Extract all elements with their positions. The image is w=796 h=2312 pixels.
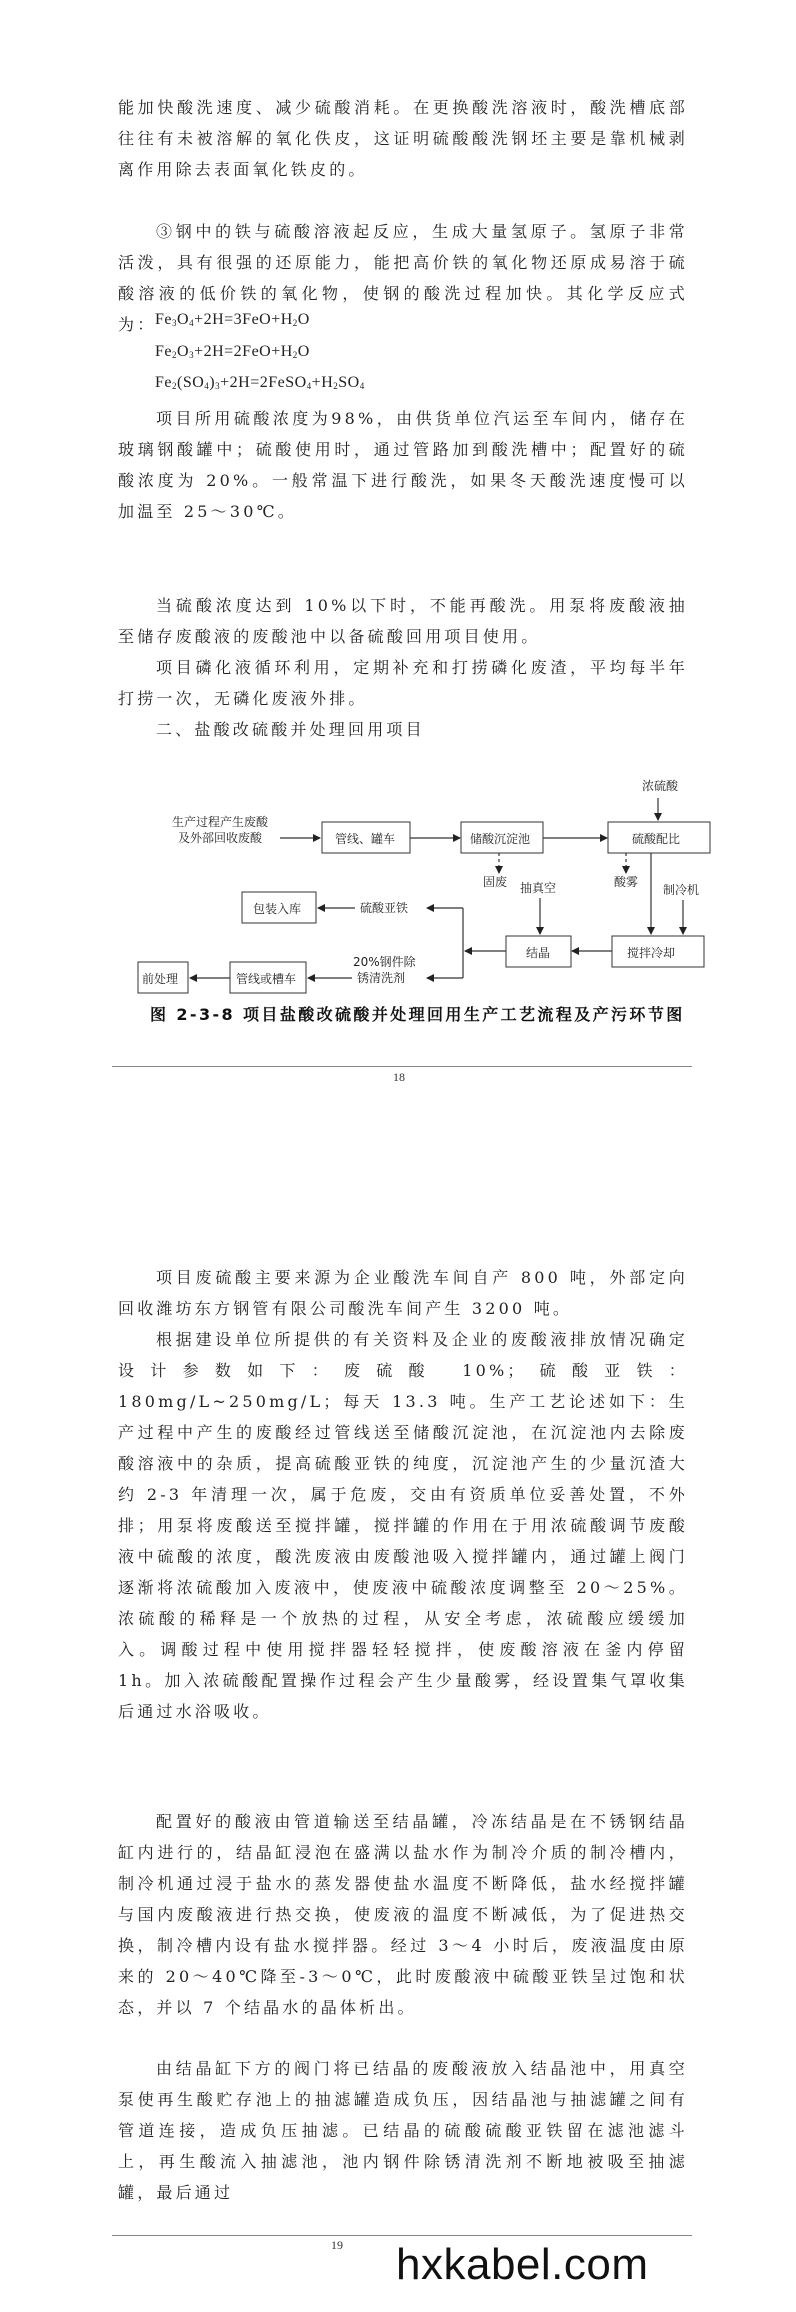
formula-text: ) <box>209 374 216 391</box>
product-cleaner-1: 20%钢件除 <box>353 955 416 969</box>
formula-text: (SO <box>177 374 205 391</box>
paragraph: 能加快酸洗速度、减少硫酸消耗。在更换酸洗溶液时，酸洗槽底部往往有未被溶解的氧化佚皮，这证明硫酸酸洗钢坯主要是靠机械剥离作用除去表面氧化铁皮的。 <box>118 98 688 179</box>
box-label: 管线或槽车 <box>236 972 297 986</box>
formula-text: Fe <box>155 374 172 391</box>
product-cleaner-2: 锈清洗剂 <box>357 971 406 985</box>
formula-2 <box>155 343 310 361</box>
formula-subscript: 3 <box>215 381 221 391</box>
formula-text: +2H=3FeO+H <box>194 311 293 328</box>
input-vacuum: 抽真空 <box>520 881 557 895</box>
process-flow-diagram <box>0 770 796 1000</box>
paragraph: ③钢中的铁与硫酸溶液起反应，生成大量氢原子。氢原子非常活泼，具有很强的还原能力，能把高价铁的氧化物还原成易溶于硫酸溶液的低价铁的氧化物，使钢的酸洗过程加快。其化学反应式为： <box>118 222 688 334</box>
formula-text: O <box>177 311 190 328</box>
watermark-text: hxkabel.com <box>396 2240 649 2289</box>
formula-subscript: 2 <box>292 350 298 360</box>
output-solid-waste: 固废 <box>483 875 508 889</box>
formula-text: +2H=2FeO+H <box>194 343 293 360</box>
box-label: 结晶 <box>526 946 551 960</box>
box-label: 前处理 <box>142 972 179 986</box>
formula-subscript: 4 <box>359 381 365 391</box>
box-label: 包装入库 <box>253 902 302 916</box>
formula-subscript: 4 <box>204 381 210 391</box>
formula-text: +2H=2FeSO <box>220 374 307 391</box>
formula-subscript: 4 <box>189 318 195 328</box>
paragraph: 项目磷化液循环利用，定期补充和打捞磷化废渣，平均每半年打捞一次，无磷化废液外排。 <box>118 658 688 708</box>
input-refrigerator: 制冷机 <box>663 883 700 897</box>
formula-text: O <box>297 343 310 360</box>
source-label-2: 及外部回收废酸 <box>178 831 263 845</box>
box-label: 储酸沉淀池 <box>470 832 531 846</box>
formula-subscript: 2 <box>292 318 298 328</box>
figure-caption: 图 2-3-8 项目盐酸改硫酸并处理回用生产工艺流程及产污环节图 <box>150 1005 685 1024</box>
paragraph: 配置好的酸液由管道输送至结晶罐，冷冻结晶是在不锈钢结晶缸内进行的，结晶缸浸泡在盛满以盐水作为制冷介质的制冷槽内，制冷机通过浸于盐水的蒸发器使盐水温度不断降低，盐水经搅拌罐与国内废酸液进行热交换，使废液的温度不断减低，为了促进热交换，制冷槽内设有盐水搅拌器。经过 3～4 小时后，废液温度由原来的 20～40℃降至-3～0℃，此时废酸液中硫酸亚铁呈过饱和状态，并以 7 个结晶水的晶体析出。 <box>118 1812 688 2017</box>
formula-subscript: 3 <box>172 318 177 328</box>
formula-text: SO <box>338 374 360 391</box>
section-heading: 二、盐酸改硫酸并处理回用项目 <box>156 720 425 739</box>
source-label-1: 生产过程产生废酸 <box>172 815 269 829</box>
formula-3 <box>155 374 365 392</box>
paragraph: 根据建设单位所提供的有关资料及企业的废酸液排放情况确定设计参数如下：废硫酸 10%；硫酸亚铁：180mg/L~250mg/L；每天 13.3 吨。生产工艺论述如下：生产过程中产生的废酸经过管线送至储酸沉淀池，在沉淀池内去除废酸溶液中的杂质，提高硫酸亚铁的纯度，沉淀池产生的少量沉渣大约 2-3 年清理一次，属于危废，交由有资质单位妥善处置，不外排；用泵将废酸送至搅拌罐，搅拌罐的作用在于用浓硫酸调节废酸液中硫酸的浓度，酸洗废液由废酸池吸入搅拌罐内，通过罐上阀门逐渐将浓硫酸加入废液中，使废液中硫酸浓度调整至 20～25%。浓硫酸的稀释是一个放热的过程，从安全考虑，浓硫酸应缓缓加入。调酸过程中使用搅拌器轻轻搅拌，使废酸溶液在釜内停留 1h。加入浓硫酸配置操作过程会产生少量酸雾，经设置集气罩收集后通过水浴吸收。 <box>118 1330 688 1721</box>
page-number: 18 <box>393 1070 405 1084</box>
formula-text: +H <box>311 374 334 391</box>
footer-divider <box>112 1066 692 1067</box>
formula-subscript: 3 <box>189 350 195 360</box>
formula-1 <box>155 311 310 329</box>
formula-subscript: 2 <box>172 381 177 391</box>
paragraph: 项目所用硫酸浓度为98%，由供货单位汽运至车间内，储存在玻璃钢酸罐中；硫酸使用时，通过管路加到酸洗槽中；配置好的硫酸浓度为 20%。一般常温下进行酸洗，如果冬天酸洗速度慢可以加温至 25～30℃。 <box>118 409 688 521</box>
input-conc-acid: 浓硫酸 <box>642 779 679 793</box>
formula-text: Fe <box>155 311 172 328</box>
footer-divider <box>112 2235 692 2236</box>
paragraph: 当硫酸浓度达到 10%以下时，不能再酸洗。用泵将废酸液抽至储存废酸液的废酸池中以备硫酸回用项目使用。 <box>118 596 688 646</box>
formula-text: O <box>177 343 190 360</box>
formula-subscript: 2 <box>333 381 339 391</box>
output-acid-mist: 酸雾 <box>614 875 639 889</box>
formula-subscript: 4 <box>306 381 312 391</box>
paragraph: 项目废硫酸主要来源为企业酸洗车间自产 800 吨，外部定向回收潍坊东方钢管有限公司酸洗车间产生 3200 吨。 <box>118 1268 688 1318</box>
formula-text: O <box>297 311 310 328</box>
formula-text: Fe <box>155 343 172 360</box>
box-label: 搅拌冷却 <box>627 946 676 960</box>
box-label: 硫酸配比 <box>632 832 681 846</box>
paragraph: 由结晶缸下方的阀门将已结晶的废酸液放入结晶池中，用真空泵使再生酸贮存池上的抽滤罐造成负压，因结晶池与抽滤罐之间有管道连接，造成负压抽滤。已结晶的硫酸硫酸亚铁留在滤池滤斗上，再生酸流入抽滤池，池内钢件除锈清洗剂不断地被吸至抽滤罐，最后通过 <box>118 2059 688 2202</box>
formula-subscript: 2 <box>172 350 177 360</box>
box-label: 管线、罐车 <box>335 832 396 846</box>
page-number: 19 <box>331 2238 343 2252</box>
product-ferrous-sulfate: 硫酸亚铁 <box>360 901 409 915</box>
